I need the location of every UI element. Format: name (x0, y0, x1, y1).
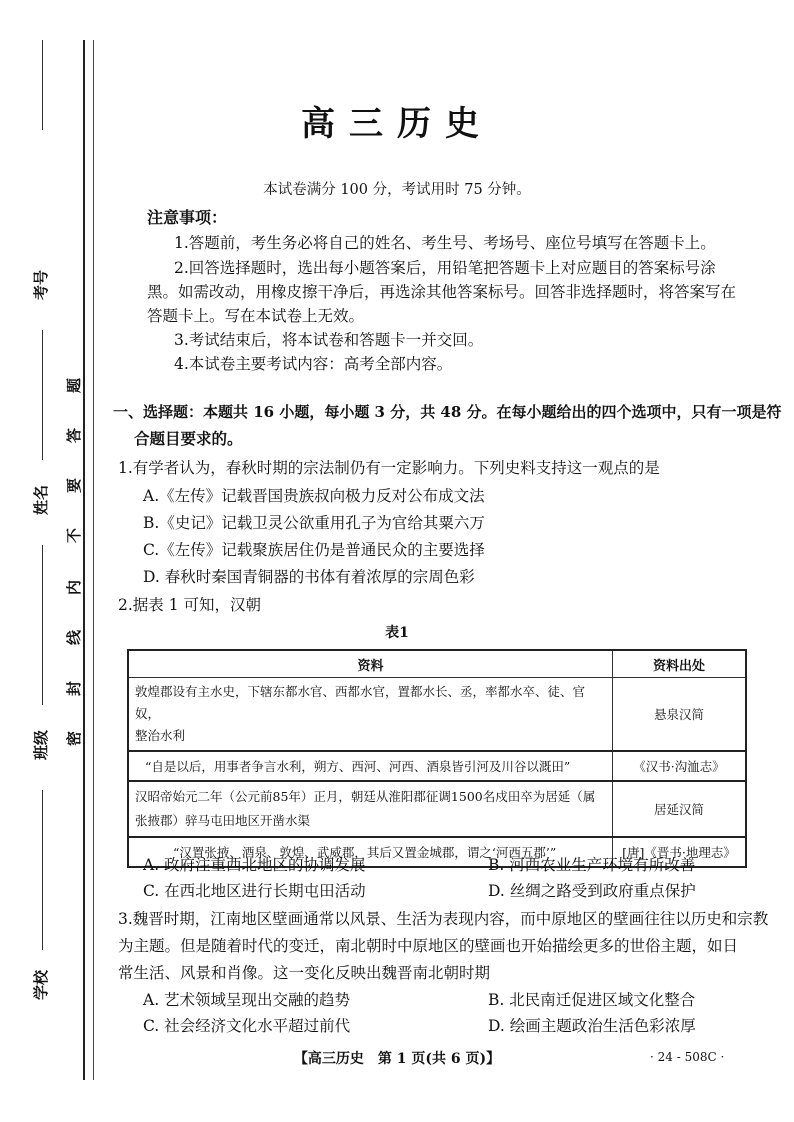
warning-char: 密 (65, 730, 84, 747)
q3-stem-line: 为主题。但是随着时代的变迁，南北朝时中原地区的壁画也开始描绘更多的世俗主题，如日 (118, 937, 739, 955)
q1-option-d: D. 春秋时秦国青铜器的书体有着浓厚的宗周色彩 (143, 568, 475, 586)
table-cell-text: 张掖郡）骍马屯田地区开凿水渠 (135, 813, 311, 828)
notice-line: 答题卡上。写在本试卷上无效。 (147, 307, 365, 325)
q3-stem-line: 常生活、风景和肖像。这一变化反映出魏晋南北朝时期 (118, 964, 491, 982)
section-heading: 一、选择题：本题共 16 小题，每小题 3 分，共 48 分。在每小题给出的四个选项中，只有一项是符 (113, 403, 782, 421)
q2-option-d: D. 丝绸之路受到政府重点保护 (488, 882, 696, 900)
warning-char: 线 (65, 629, 84, 646)
warning-char: 答 (65, 427, 84, 444)
q2-stem: 2.据表 1 可知，汉朝 (118, 596, 262, 614)
q3-stem-line: 3.魏晋时期，江南地区壁画通常以风景、生活为表现内容，而中原地区的壁画往往以历史和宗教 (118, 910, 769, 928)
q1-option-b: B.《史记》记载卫灵公欲重用孔子为官给其粟六万 (143, 514, 485, 532)
q3-option-a: A. 艺术领域呈现出交融的趋势 (143, 991, 351, 1009)
exam-no-label: 考号 (32, 269, 50, 300)
table-row (128, 678, 746, 752)
q2-option-b: B. 河西农业生产环境有所改善 (488, 856, 696, 874)
warning-char: 内 (65, 579, 84, 596)
warning-char: 封 (65, 680, 84, 697)
section-heading-cont: 合题目要求的。 (134, 429, 243, 448)
table-header-cell: 资料出处 (613, 650, 747, 678)
q3-option-d: D. 绘画主题政治生活色彩浓厚 (488, 1017, 696, 1035)
table-cell-text: 敦煌郡设有主水史，下辖东都水官、西都水官，置都水长、丞，率都水卒、徒、官奴， (135, 684, 586, 721)
table-cell-source: 居延汉简 (613, 781, 747, 837)
warning-char: 要 (65, 477, 84, 494)
exam-code: · 24 - 508C · (650, 1050, 725, 1064)
warning-char: 不 (65, 527, 84, 544)
page-footer: 【高三历史 第 1 页(共 6 页)】 (293, 1051, 501, 1067)
notice-line: 3.考试结束后，将本试卷和答题卡一并交回。 (174, 331, 484, 349)
table-cell-source: 悬泉汉简 (613, 678, 747, 752)
q2-option-c: C. 在西北地区进行长期屯田活动 (143, 882, 366, 900)
warning-char: 题 (65, 377, 84, 394)
table-cell: “汉置张掖、酒泉、敦煌、武威郡，其后又置金城郡，谓之‘河西五郡’” (128, 837, 613, 867)
q3-option-b: B. 北民南迁促进区域文化整合 (488, 991, 696, 1009)
table-caption: 表1 (385, 625, 409, 641)
q3-option-c: C. 社会经济文化水平超过前代 (143, 1017, 351, 1035)
q1-stem: 1.有学者认为，春秋时期的宗法制仍有一定影响力。下列史料支持这一观点的是 (118, 459, 660, 477)
table-cell (128, 781, 613, 837)
table-row (128, 751, 746, 781)
table-row (128, 781, 746, 837)
exam-info: 本试卷满分 100 分，考试用时 75 分钟。 (263, 182, 531, 198)
school-underline (42, 790, 43, 950)
table-cell: “自是以后，用事者争言水利，朔方、西河、河西、酒泉皆引河及川谷以溉田” (128, 751, 613, 781)
notice-heading: 注意事项： (147, 208, 228, 227)
school-label: 学校 (32, 969, 50, 1000)
q1-option-c: C.《左传》记载聚族居住仍是普通民众的主要选择 (143, 541, 485, 559)
table-cell-text: 汉昭帝始元二年（公元前85年）正月，朝廷从淮阳郡征调1500名戍田卒为居延（属 (135, 789, 596, 804)
notice-line: 2.回答选择题时，选出每小题答案后，用铅笔把答题卡上对应题目的答案标号涂 (174, 259, 716, 277)
data-table (127, 649, 747, 868)
q1-option-a: A.《左传》记载晋国贵族叔向极力反对公布成文法 (143, 487, 485, 505)
class-label: 班级 (32, 729, 50, 760)
table-header-row (128, 650, 746, 678)
name-underline (42, 330, 43, 460)
table-header-cell: 资料 (128, 650, 613, 678)
page-title: 高三历史 (301, 104, 493, 144)
notice-line: 4.本试卷主要考试内容：高考全部内容。 (174, 355, 453, 373)
table-cell-source: [唐]《晋书·地理志》 (613, 837, 747, 867)
table-cell-source: 《汉书·沟洫志》 (613, 751, 747, 781)
name-label: 姓名 (32, 484, 50, 515)
notice-line: 1.答题前，考生务必将自己的姓名、考生号、考场号、座位号填写在答题卡上。 (174, 234, 716, 252)
q2-option-a: A. 政府注重西北地区的协调发展 (143, 856, 366, 874)
notice-line: 黑。如需改动，用橡皮擦干净后，再选涂其他答案标号。回答非选择题时，将答案写在 (147, 283, 737, 301)
table-cell-text: 整治水利 (135, 728, 186, 743)
table-cell (128, 678, 613, 752)
